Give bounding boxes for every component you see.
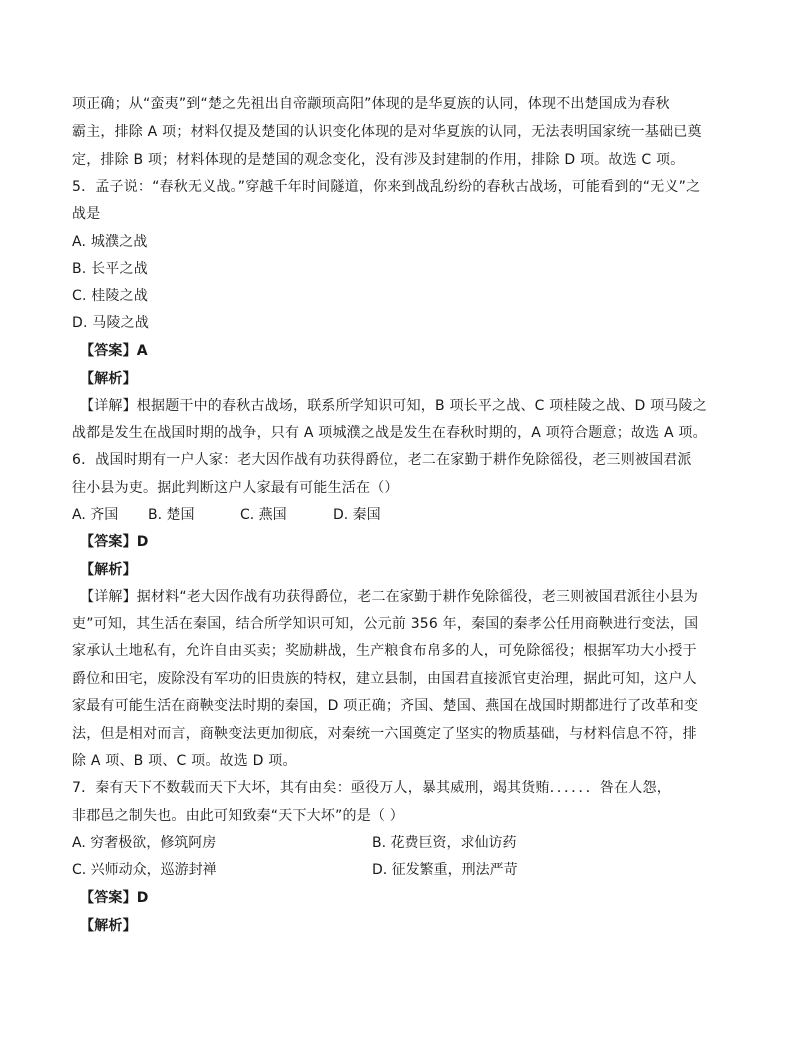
analysis-label: 【解析】 (80, 371, 137, 387)
question-stem: 7．秦有天下不数载而天下大坏，其有由矣：亟役万人，暴其威刑，竭其货贿．．．．．．咎在人怨， (72, 780, 671, 796)
answer-label: 【答案】A (80, 343, 148, 359)
detail-line: 吏”可知，其生活在秦国，结合所学知识可知，公元前 356 年，秦国的秦孝公任用商鞅进行变法，国 (72, 616, 699, 632)
text-line: 霸主，排除 A 项；材料仅提及楚国的认识变化体现的是对华夏族的认同，无法表明国家统一基础已奠 (72, 124, 702, 140)
text-line: 定，排除 B 项；材料体现的是楚国的观念变化，没有涉及封建制的作用，排除 D 项。故选 C 项。 (72, 152, 685, 168)
option-a: A. 穷奢极欲，修筑阿房 (72, 835, 217, 851)
option-a: A. 城濮之战 (72, 234, 148, 250)
detail-line: 爵位和田宅，废除没有军功的旧贵族的特权，建立县制，由国君直接派官吏治理，据此可知，这户人 (72, 671, 697, 687)
question-stem: 6．战国时期有一户人家：老大因作战有功获得爵位，老二在家勤于耕作免除徭役，老三则被国君派 (72, 452, 692, 468)
answer-label: 【答案】D (80, 890, 149, 906)
detail-line: 家承认土地私有，允许自由买卖；奖励耕战，生产粮食布帛多的人，可免除徭役；根据军功大小授于 (72, 643, 697, 659)
option-b: B. 花费巨资，求仙访药 (372, 835, 517, 851)
detail-line: 除 A 项、B 项、C 项。故选 D 项。 (72, 753, 297, 769)
text-line: 项正确；从“蛮夷”到“楚之先祖出自帝颛顼高阳”体现的是华夏族的认同，体现不出楚国成为春秋 (72, 96, 670, 112)
detail-line: 战都是发生在战国时期的战争，只有 A 项城濮之战是发生在春秋时期的，A 项符合题意；故选 A 项。 (72, 425, 707, 441)
detail-line: 法，但是相对而言，商鞅变法更加彻底，对秦统一六国奠定了坚实的物质基础，与材料信息不符，排 (72, 726, 697, 742)
analysis-label: 【解析】 (80, 562, 137, 578)
analysis-label: 【解析】 (80, 918, 137, 934)
option-c: C. 兴师动众，巡游封禅 (72, 862, 217, 878)
option-d: D. 征发繁重，刑法严苛 (372, 862, 518, 878)
option-b: B. 楚国 (148, 507, 195, 523)
question-stem: 5．孟子说：“春秋无义战。”穿越千年时间隧道，你来到战乱纷纷的春秋古战场，可能看到的“无义”之 (72, 179, 701, 195)
question-stem: 战是 (72, 206, 101, 222)
option-c: C. 桂陵之战 (72, 288, 149, 304)
answer-label: 【答案】D (80, 534, 149, 550)
detail-line: 家最有可能生活在商鞅变法时期的秦国，D 项正确；齐国、楚国、燕国在战国时期都进行了改革和变 (72, 698, 699, 714)
option-c: C. 燕国 (240, 507, 287, 523)
question-stem: 往小县为吏。据此判断这户人家最有可能生活在（） (72, 480, 399, 496)
detail-line: 【详解】根据题干中的春秋古战场，联系所学知识可知，B 项长平之战、C 项桂陵之战、D 项马陵之 (80, 398, 707, 414)
option-a: A. 齐国 (72, 507, 119, 523)
question-stem: 非郡邑之制失也。由此可知致秦“天下大坏”的是（ ） (72, 808, 404, 824)
option-b: B. 长平之战 (72, 261, 148, 277)
option-d: D. 马陵之战 (72, 315, 150, 331)
option-d: D. 秦国 (333, 507, 381, 523)
detail-line: 【详解】据材料“老大因作战有功获得爵位，老二在家勤于耕作免除徭役，老三则被国君派往小县为 (80, 589, 699, 605)
